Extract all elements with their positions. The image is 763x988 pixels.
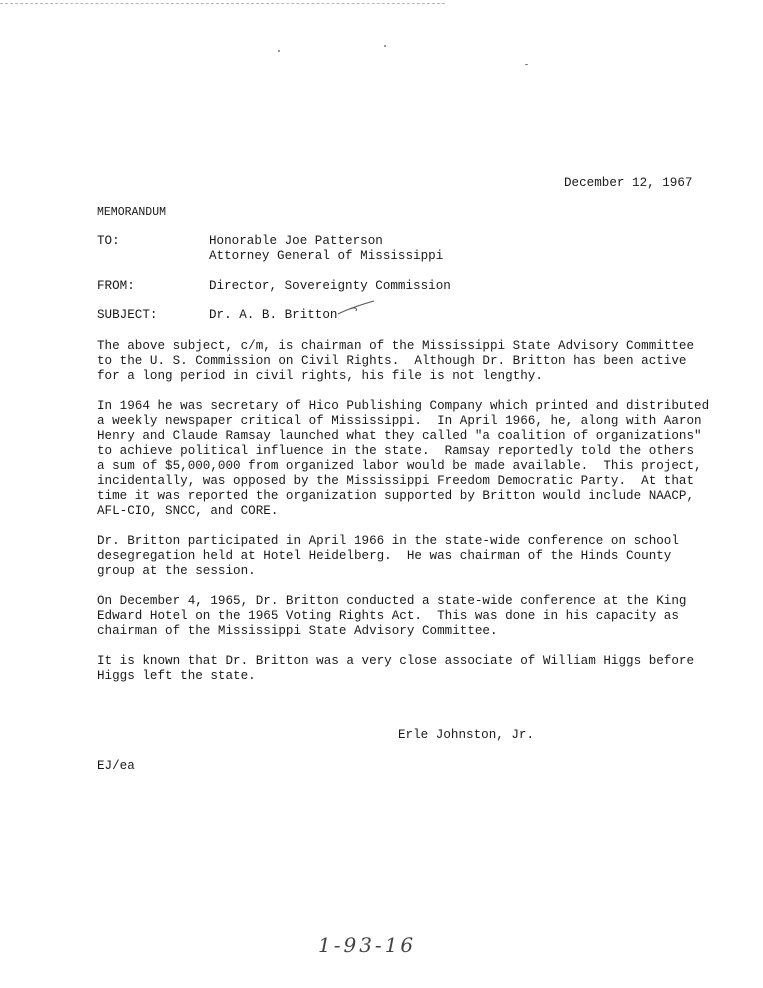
memo-heading: MEMORANDUM — [97, 206, 167, 219]
paragraph-line: In 1964 he was secretary of Hico Publishing Company which printed and distributed — [97, 399, 710, 413]
to-recipient-title: Attorney General of Mississippi — [209, 249, 444, 263]
handwritten-file-number: 1-93-16 — [318, 933, 417, 957]
paragraph-3 — [97, 534, 679, 579]
page-edge-divider — [0, 3, 445, 4]
paragraph-line: It is known that Dr. Britton was a very close associate of William Higgs before — [97, 654, 695, 668]
subject-value: Dr. A. B. Britton — [209, 308, 338, 322]
paragraph-line: On December 4, 1965, Dr. Britton conducted a state-wide conference at the King — [97, 594, 687, 608]
paragraph-line: to the U. S. Commission on Civil Rights. Although Dr. Britton has been active — [97, 354, 687, 368]
paragraph-line: group at the session. — [97, 564, 256, 578]
scan-speck — [278, 50, 280, 52]
paragraph-line: chairman of the Mississippi State Advisory Committee. — [97, 624, 498, 638]
to-label: TO: — [97, 234, 120, 248]
typist-initials: EJ/ea — [97, 759, 135, 773]
paragraph-line: a sum of $5,000,000 from organized labor would be made available. This project, — [97, 459, 702, 473]
to-recipient: Honorable Joe Patterson — [209, 234, 383, 248]
paragraph-5 — [97, 654, 694, 684]
paragraph-line: time it was reported the organization supported by Britton would include NAACP, — [97, 489, 695, 503]
paragraph-line: incidentally, was opposed by the Mississippi Freedom Democratic Party. At that — [97, 474, 695, 488]
paragraph-line: Edward Hotel on the 1965 Voting Rights Act. This was done in his capacity as — [97, 609, 679, 623]
paragraph-1 — [97, 339, 694, 384]
paragraph-line: Dr. Britton participated in April 1966 in the state-wide conference on school — [97, 534, 679, 548]
signature-name: Erle Johnston, Jr. — [398, 728, 535, 742]
paragraph-line: to achieve political influence in the state. Ramsay reportedly told the others — [97, 444, 695, 458]
subject-label: SUBJECT: — [97, 308, 158, 322]
paragraph-line: Henry and Claude Ramsay launched what they called "a coalition of organizations" — [97, 429, 702, 443]
paragraph-line: The above subject, c/m, is chairman of the Mississippi State Advisory Committee — [97, 339, 695, 353]
from-label: FROM: — [97, 279, 135, 293]
paragraph-line: for a long period in civil rights, his file is not lengthy. — [97, 369, 543, 383]
pen-mark-icon — [336, 300, 378, 320]
paragraph-line: desegregation held at Hotel Heidelberg. He was chairman of the Hinds County — [97, 549, 672, 563]
paragraph-2 — [97, 399, 709, 519]
scan-speck — [384, 45, 386, 47]
memo-date: December 12, 1967 — [564, 176, 693, 190]
scan-speck — [525, 64, 528, 65]
paragraph-line: a weekly newspaper critical of Mississippi. In April 1966, he, along with Aaron — [97, 414, 702, 428]
paragraph-line: AFL-CIO, SNCC, and CORE. — [97, 504, 279, 518]
paragraph-line: Higgs left the state. — [97, 669, 256, 683]
paragraph-4 — [97, 594, 686, 639]
from-value: Director, Sovereignty Commission — [209, 279, 451, 293]
